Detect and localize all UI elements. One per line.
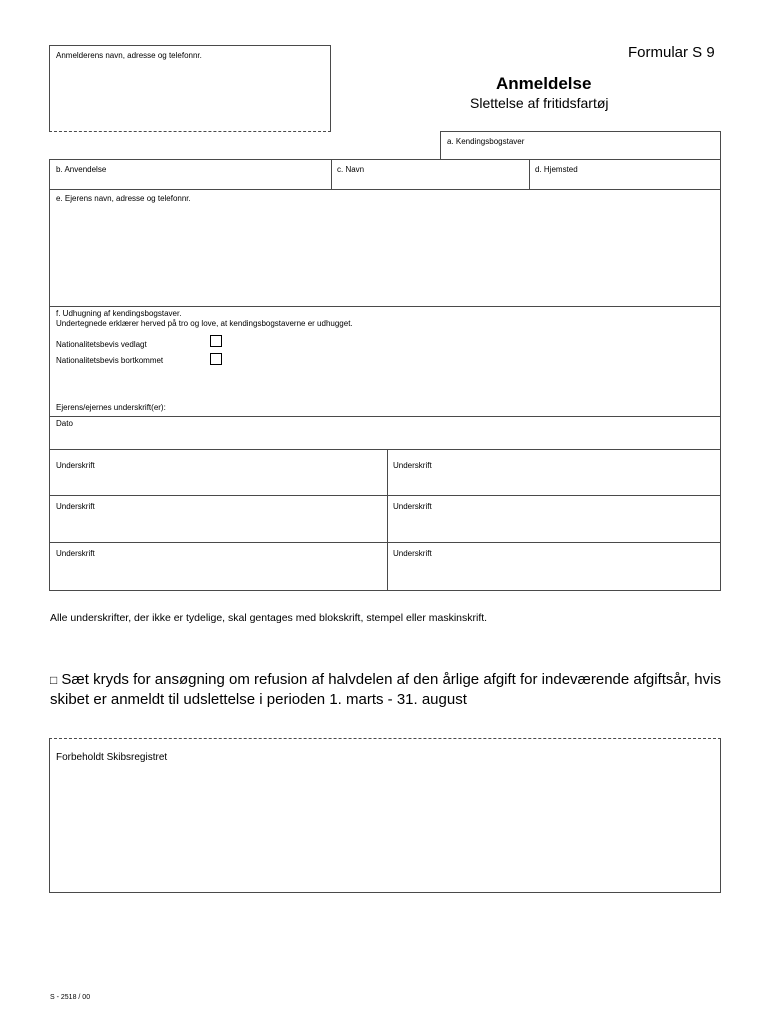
reporter-box[interactable] <box>49 45 331 132</box>
nationalitetsbevis-bortkommet-label: Nationalitetsbevis bortkommet <box>56 356 164 365</box>
bortkommet-checkbox[interactable] <box>210 353 222 365</box>
divider-row-f <box>50 306 720 307</box>
section-f-heading: f. Udhugning af kendingsbogstaver. <box>56 309 182 318</box>
divider-cd <box>529 160 530 189</box>
nationalitetsbevis-vedlagt-label: Nationalitetsbevis vedlagt <box>56 340 147 349</box>
form-title: Anmeldelse <box>496 74 592 93</box>
divider-dato <box>50 416 720 417</box>
signature-label: Underskrift <box>393 549 432 558</box>
signature-label: Underskrift <box>393 461 432 470</box>
refund-checkbox[interactable]: □ <box>50 673 58 687</box>
signature-label: Underskrift <box>393 502 432 511</box>
signature-cell[interactable] <box>50 543 387 590</box>
main-form-block <box>49 159 721 450</box>
form-number: Formular S 9 <box>628 44 715 61</box>
divider-row-e <box>50 189 720 190</box>
signature-notice: Alle underskrifter, der ikke er tydelige, skal gentages med blokskrift, stempel eller maskinskrift. <box>50 612 488 624</box>
signature-cell[interactable] <box>388 543 720 590</box>
kendingsbogstaver-field[interactable] <box>440 131 721 160</box>
refund-paragraph <box>50 670 755 710</box>
refund-text-line1: Sæt kryds for ansøgning om refusion af halvdelen af den årlige afgift for indeværende afgiftsår, hvis <box>61 671 721 688</box>
signature-cell[interactable] <box>388 496 720 542</box>
reporter-label: Anmelderens navn, adresse og telefonnr. <box>56 51 202 60</box>
signature-label: Underskrift <box>56 549 95 558</box>
anvendelse-label: b. Anvendelse <box>56 165 107 174</box>
form-code: S - 2518 / 00 <box>50 994 91 1001</box>
vedlagt-checkbox[interactable] <box>210 335 222 347</box>
signature-cell[interactable] <box>388 450 720 495</box>
form-subtitle: Slettelse af fritidsfartøj <box>470 95 609 111</box>
reserved-label: Forbeholdt Skibsregistret <box>56 752 168 763</box>
signature-cell[interactable] <box>50 496 387 542</box>
section-f-declaration: Undertegnede erklærer herved på tro og love, at kendingsbogstaverne er udhugget. <box>56 319 353 328</box>
signature-label: Underskrift <box>56 461 95 470</box>
kendingsbogstaver-label: a. Kendingsbogstaver <box>447 137 525 146</box>
date-label: Dato <box>56 419 73 428</box>
divider-bc <box>331 160 332 189</box>
signature-label: Underskrift <box>56 502 95 511</box>
navn-label: c. Navn <box>337 165 365 174</box>
owner-label: e. Ejerens navn, adresse og telefonnr. <box>56 194 191 203</box>
reserved-box <box>49 738 721 893</box>
owners-signature-label: Ejerens/ejernes underskrift(er): <box>56 403 166 412</box>
signature-grid <box>49 449 721 591</box>
refund-text-line2: skibet er anmeldt til udslettelse i perioden 1. marts - 31. august <box>50 691 467 708</box>
hjemsted-label: d. Hjemsted <box>535 165 578 174</box>
signature-cell[interactable] <box>50 450 387 495</box>
